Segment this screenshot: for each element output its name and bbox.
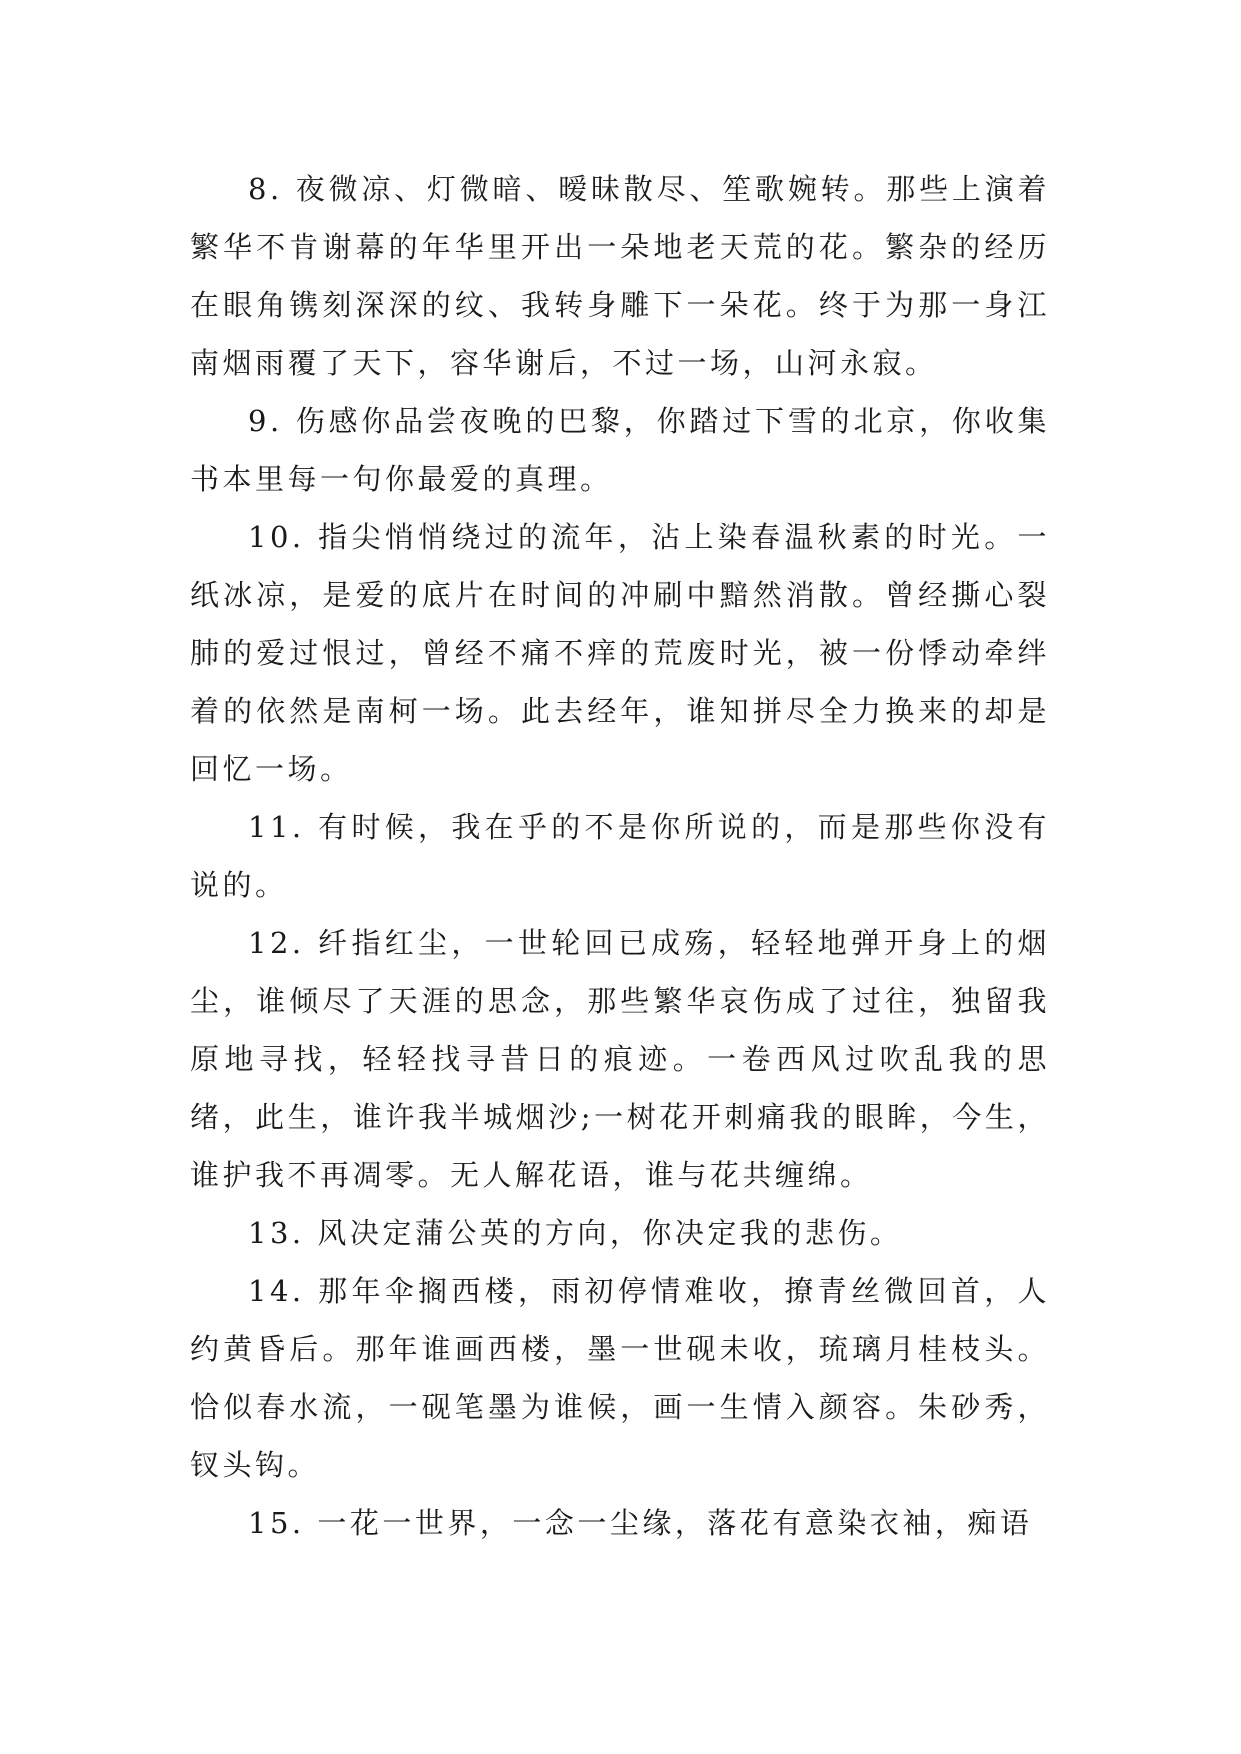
paragraph-11: 11. 有时候，我在乎的不是你所说的，而是那些你没有说的。 <box>190 810 1050 902</box>
paragraph-9: 9. 伤感你品尝夜晚的巴黎，你踏过下雪的北京，你收集书本里每一句你最爱的真理。 <box>190 404 1050 496</box>
paragraph-14: 14. 那年伞搁西楼，雨初停情难收，撩青丝微回首，人约黄昏后。那年谁画西楼，墨一世砚未收，琉璃月桂枝头。恰似春水流，一砚笔墨为谁候，画一生情入颜容。朱砂秀，钗头钩。 <box>190 1274 1050 1482</box>
paragraph-15: 15. 一花一世界，一念一尘缘，落花有意染衣袖，痴语 <box>248 1506 1033 1540</box>
paragraph-10: 10. 指尖悄悄绕过的流年，沾上染春温秋素的时光。一纸冰凉，是爱的底片在时间的冲刷中黯然消散。曾经撕心裂肺的爱过恨过，曾经不痛不痒的荒废时光，被一份悸动牵绊着的依然是南柯一场。此去经年，谁知拼尽全力换来的却是回忆一场。 <box>190 520 1050 786</box>
paragraph-12: 12. 纤指红尘，一世轮回已成殇，轻轻地弹开身上的烟尘，谁倾尽了天涯的思念，那些繁华哀伤成了过往，独留我原地寻找，轻轻找寻昔日的痕迹。一卷西风过吹乱我的思绪，此生，谁许我半城烟沙;一树花开刺痛我的眼眸，今生，谁护我不再凋零。无人解花语，谁与花共缠绵。 <box>190 926 1050 1192</box>
paragraph-13: 13. 风决定蒲公英的方向，你决定我的悲伤。 <box>248 1216 903 1250</box>
paragraph-8: 8. 夜微凉、灯微暗、暧昧散尽、笙歌婉转。那些上演着繁华不肯谢幕的年华里开出一朵地老天荒的花。繁杂的经历在眼角镌刻深深的纹、我转身雕下一朵花。终于为那一身江南烟雨覆了天下，容华谢后，不过一场，山河永寂。 <box>190 172 1050 380</box>
document-body <box>190 160 1050 1552</box>
